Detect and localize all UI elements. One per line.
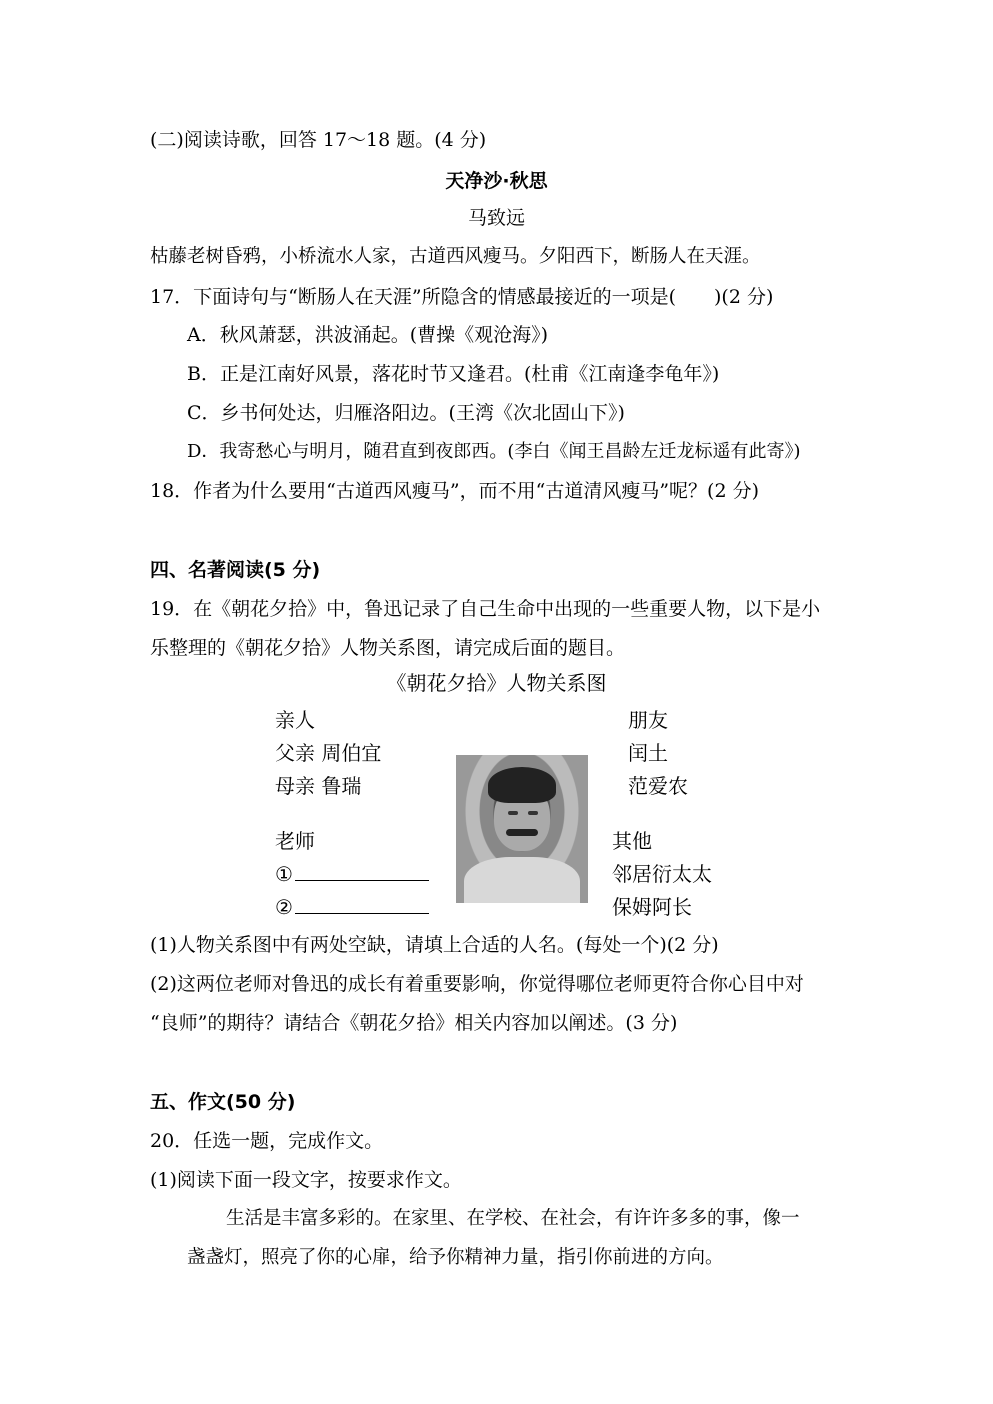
other-yantaitai: 邻居衍太太	[612, 862, 712, 886]
q17-option-d: D．我寄愁心与明月，随君直到夜郎西。(李白《闻王昌龄左迁龙标遥有此寄》)	[187, 441, 801, 462]
friend-runtu: 闰土	[628, 741, 668, 765]
poem-text: 枯藤老树昏鸦，小桥流水人家，古道西风瘦马。夕阳西下，断肠人在天涯。	[150, 246, 761, 267]
question-19-line2: 乐整理的《朝花夕拾》人物关系图，请完成后面的题目。	[150, 637, 626, 659]
question-19-sub1: (1)人物关系图中有两处空缺，请填上合适的人名。(每处一个)(2 分)	[150, 934, 719, 956]
poem-title: 天净沙·秋思	[445, 170, 548, 192]
friends-label: 朋友	[628, 708, 668, 732]
essay-passage-line1: 生活是丰富多彩的。在家里、在学校、在社会，有许许多多的事，像一	[226, 1208, 800, 1229]
question-20-sub1: (1)阅读下面一段文字，按要求作文。	[150, 1169, 462, 1191]
friend-fan-ainong: 范爱农	[628, 774, 688, 798]
question-17: 17．下面诗句与“断肠人在天涯”所隐含的情感最接近的一项是( )(2 分)	[150, 286, 774, 308]
answer-blank	[295, 862, 429, 881]
teacher-blank-2: ②	[275, 894, 429, 920]
teachers-label: 老师	[275, 829, 315, 853]
question-19-sub2-line1: (2)这两位老师对鲁迅的成长有着重要影响，你觉得哪位老师更符合你心目中对	[150, 973, 804, 995]
q17-option-a: A．秋风萧瑟，洪波涌起。(曹操《观沧海》)	[187, 324, 549, 346]
question-19-line1: 19．在《朝花夕拾》中，鲁迅记录了自己生命中出现的一些重要人物，以下是小	[150, 598, 821, 620]
relative-mother: 母亲 鲁瑞	[275, 774, 362, 798]
lu-xun-portrait	[456, 755, 588, 903]
poem-author: 马致远	[467, 207, 525, 229]
question-18: 18．作者为什么要用“古道西风瘦马”，而不用“古道清风瘦马”呢？(2 分)	[150, 480, 759, 502]
q17-option-c: C．乡书何处达，归雁洛阳边。(王湾《次北固山下》)	[187, 402, 625, 424]
section-heading-classics: 四、名著阅读(5 分)	[150, 559, 321, 581]
question-20: 20．任选一题，完成作文。	[150, 1130, 384, 1152]
other-achang: 保姆阿长	[612, 895, 692, 919]
chart-title: 《朝花夕拾》人物关系图	[386, 671, 607, 695]
relatives-label: 亲人	[275, 708, 315, 732]
question-19-sub2-line2: “良师”的期待？请结合《朝花夕拾》相关内容加以阐述。(3 分)	[150, 1012, 678, 1034]
q17-option-b: B．正是江南好风景，落花时节又逢君。(杜甫《江南逢李龟年》)	[187, 363, 720, 385]
others-label: 其他	[612, 829, 652, 853]
section-heading-poetry: (二)阅读诗歌，回答 17～18 题。(4 分)	[150, 129, 487, 151]
essay-passage-line2: 盏盏灯，照亮了你的心扉，给予你精神力量，指引你前进的方向。	[187, 1247, 724, 1268]
relative-father: 父亲 周伯宜	[275, 741, 382, 765]
section-heading-essay: 五、作文(50 分)	[150, 1091, 296, 1113]
answer-blank	[295, 895, 429, 914]
teacher-blank-1: ①	[275, 861, 429, 887]
